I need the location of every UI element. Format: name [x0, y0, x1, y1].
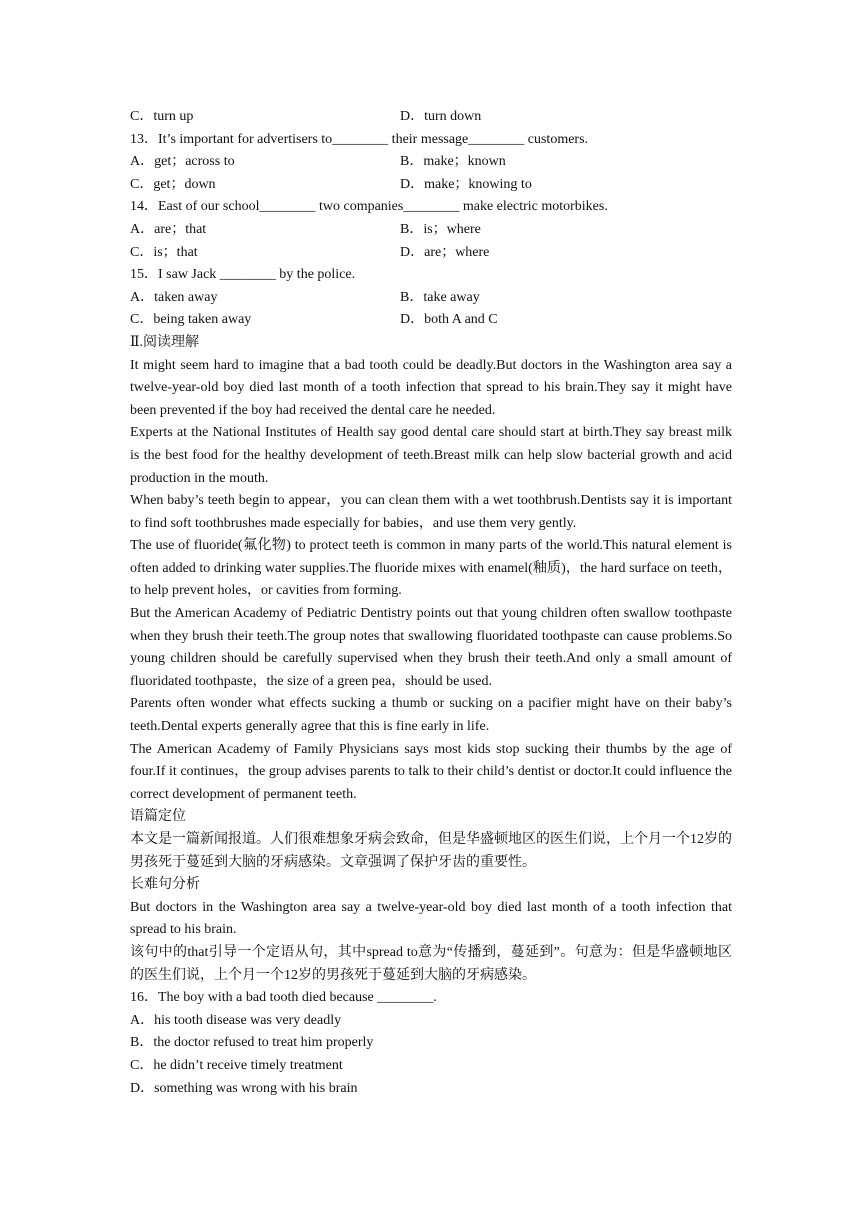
option-a: A．get；across to: [130, 154, 235, 170]
section-title: Ⅱ.阅读理解: [130, 334, 200, 350]
passage-paragraph: When baby’s teeth begin to appear，you can clean them with a wet toothbrush.Dentists say it is important to find soft toothbrushes made especially for babies，and use them very gently.: [130, 493, 732, 531]
passage-paragraph: But the American Academy of Pediatric Dentistry points out that young children often swallow toothpaste when they brush their teeth.The group notes that swallowing fluoridated toothpaste can cause problems.So young children should be carefully supervised when they brush their teeth.And only a small amount of fluoridated toothpaste，the size of a green pea，should be used.: [130, 606, 732, 689]
option-d: D．something was wrong with his brain: [130, 1080, 358, 1096]
question-16: 16．The boy with a bad tooth died because ________.: [130, 990, 437, 1006]
option-c: C．being taken away: [130, 312, 252, 328]
question-15: 15．I saw Jack ________ by the police.: [130, 267, 356, 283]
question-13: 13．It’s important for advertisers to________ their message________ customers.: [130, 131, 589, 147]
option-b: B．is；where: [400, 221, 481, 237]
passage-paragraph: Parents often wonder what effects sucking a thumb or sucking on a pacifier might have on their baby’s teeth.Dental experts generally agree that this is fine early in life.: [130, 696, 732, 735]
q15-options-cd: [130, 309, 732, 332]
q14-options-ab: [130, 219, 732, 242]
analysis-sentence: But doctors in the Washington area say a twelve-year-old boy died last month of a tooth infection that spread to his brain.: [130, 899, 732, 938]
analysis-text-context: 本文是一篇新闻报道。人们很难想象牙病会致命，但是华盛顿地区的医生们说，上个月一个12岁的男孩死于蔓延到大脑的牙病感染。文章强调了保护牙齿的重要性。: [130, 832, 732, 870]
option-c: C．he didn’t receive timely treatment: [130, 1057, 343, 1073]
passage-paragraph: The use of fluoride(氟化物) to protect teeth is common in many parts of the world.This natural element is often added to drinking water supplies.The fluoride mixes with enamel(釉质)，the hard surface on teeth，to help prevent holes，or cavities from forming.: [130, 538, 732, 599]
passage-paragraph: It might seem hard to imagine that a bad tooth could be deadly.But doctors in the Washington area say a twelve-year-old boy died last month of a tooth infection that spread to his brain.They say it might have been prevented if the boy had received the dental care he needed.: [130, 357, 732, 418]
q13-options-cd: [130, 174, 732, 197]
option-d: D．turn down: [400, 109, 482, 124]
q13-options-ab: [130, 151, 732, 174]
option-c: C．get；down: [130, 176, 216, 192]
passage-paragraph: The American Academy of Family Physicians says most kids stop sucking their thumbs by the age of four.If it continues，the group advises parents to talk to their child’s dentist or doctor.It could influence the correct development of permanent teeth.: [130, 741, 732, 802]
option-c: C．is；that: [130, 244, 198, 260]
option-a: A．are；that: [130, 221, 207, 237]
passage-paragraph: Experts at the National Institutes of Health say good dental care should start at birth.They say breast milk is the best food for the healthy development of teeth.Breast milk can help slow bacterial growth and acid production in the mouth.: [130, 425, 732, 486]
q15-options-ab: [130, 287, 732, 310]
option-b: B．take away: [400, 289, 480, 305]
option-d: D．both A and C: [400, 312, 498, 328]
option-d: D．are；where: [400, 244, 490, 260]
option-b: B．the doctor refused to treat him properly: [130, 1035, 374, 1051]
q14-options-cd: [130, 242, 732, 265]
q12-options-cd: [130, 106, 732, 129]
option-c: C．turn up: [130, 109, 194, 124]
option-b: B．make；known: [400, 154, 506, 170]
analysis-heading-sentence: 长难句分析: [130, 877, 200, 893]
analysis-text-sentence: 该句中的that引导一个定语从句，其中spread to意为“传播到，蔓延到”。句意为：但是华盛顿地区的医生们说，上个月一个12岁的男孩死于蔓延到大脑的牙病感染。: [130, 944, 732, 983]
analysis-heading-context: 语篇定位: [130, 809, 186, 825]
question-14: 14．East of our school________ two companies________ make electric motorbikes.: [130, 199, 608, 215]
option-a: A．his tooth disease was very deadly: [130, 1012, 342, 1028]
document-page: [130, 106, 732, 1100]
option-d: D．make；knowing to: [400, 176, 532, 192]
option-a: A．taken away: [130, 289, 218, 305]
